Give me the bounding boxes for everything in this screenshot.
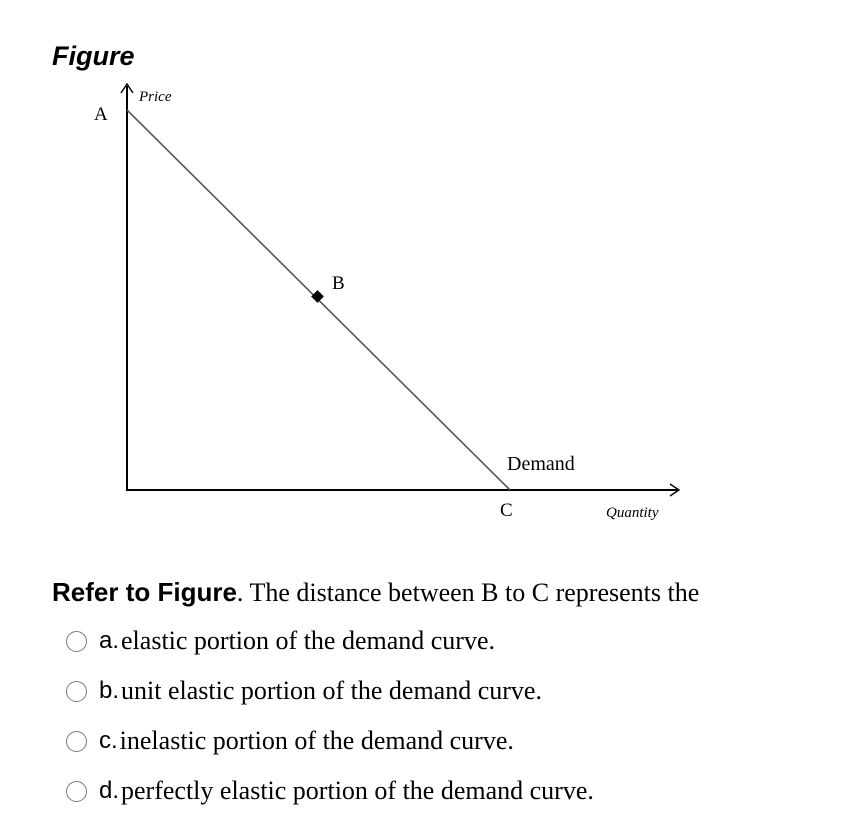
y-axis-label: Price (139, 89, 172, 105)
option-a[interactable] (66, 616, 594, 666)
option-text: unit elastic portion of the demand curve. (121, 676, 542, 705)
point-c-label: C (500, 500, 513, 521)
point-a-label: A (94, 104, 108, 125)
option-text: inelastic portion of the demand curve. (119, 726, 514, 755)
demand-label: Demand (507, 453, 575, 475)
radio-button[interactable] (66, 731, 87, 752)
option-text: elastic portion of the demand curve. (121, 626, 495, 655)
option-letter: b. (99, 677, 120, 704)
option-b[interactable] (66, 666, 594, 716)
radio-button[interactable] (66, 631, 87, 652)
option-letter: d. (99, 777, 120, 804)
figure-heading: Figure (52, 41, 135, 71)
point-b-label: B (332, 273, 345, 294)
answer-options (66, 616, 594, 816)
option-letter: c. (99, 727, 118, 754)
option-c[interactable] (66, 716, 594, 766)
option-text: perfectly elastic portion of the demand curve. (121, 776, 594, 805)
x-axis-label: Quantity (606, 505, 659, 521)
option-d[interactable] (66, 766, 594, 816)
question-text (52, 575, 699, 610)
option-letter: a. (99, 627, 120, 654)
point-b-marker (311, 290, 324, 303)
question-rest: . The distance between B to C represents the (236, 578, 700, 607)
question-lead: Refer to Figure (52, 577, 237, 607)
radio-button[interactable] (66, 681, 87, 702)
radio-button[interactable] (66, 781, 87, 802)
